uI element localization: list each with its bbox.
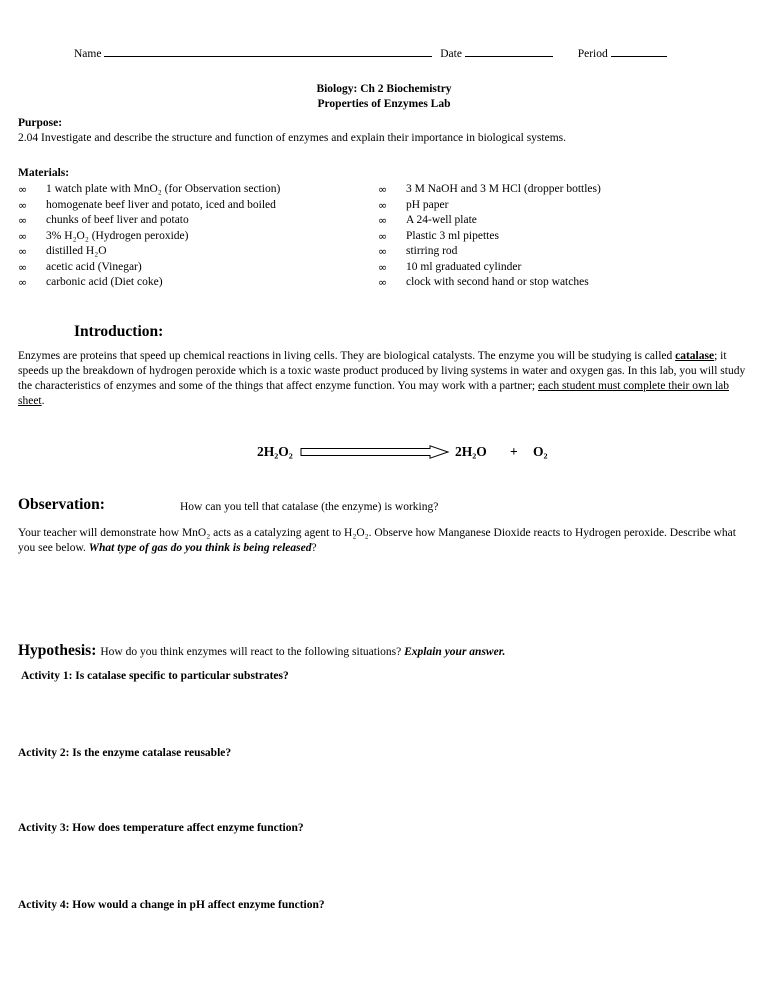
equation-product-oxygen: O₂ [533,444,548,459]
materials-item-text: 1 watch plate with MnO₂ (for Observation section) [46,183,281,195]
materials-item-text: stirring rod [406,245,458,257]
bullet-icon: ∞ [18,276,28,289]
equation-reactant: 2H₂O₂ [257,444,293,459]
bullet-icon: ∞ [18,229,28,243]
equation-plus: + [510,444,518,459]
intro-text-part-1: Enzymes are proteins that speed up chemical reactions in living cells. They are biological catalysts. The enzyme you will be studying is called [18,350,676,362]
materials-item [18,182,280,198]
purpose-text: 2.04 Investigate and describe the structure and function of enzymes and explain their importance in biological systems. [18,132,567,144]
hypothesis-header [18,642,505,660]
introduction-text [18,349,753,409]
materials-item [18,229,280,245]
materials-item [378,213,601,229]
hypothesis-title: Hypothesis: [18,642,97,659]
materials-list-left [18,182,280,291]
introduction-title: Introduction: [74,323,164,340]
bullet-icon: ∞ [18,260,28,274]
materials-item-text: Plastic 3 ml pipettes [406,229,499,242]
reaction-arrow-icon [300,445,450,459]
materials-item [18,275,280,291]
materials-list-right [378,182,601,291]
activity-2-question: Activity 2: Is the enzyme catalase reusable? [18,747,232,759]
materials-item [18,260,280,276]
date-blank[interactable] [465,44,553,57]
bullet-icon: ∞ [18,183,28,196]
materials-item [18,244,280,260]
catalase-term: catalase [675,350,715,362]
bullet-icon: ∞ [378,214,388,227]
observation-text-part-1: Your teacher will demonstrate how MnO₂ acts as a catalyzing agent to H₂O₂. Observe how Manganese Dioxide reacts to Hydrogen peroxide. Describe what you see below. [18,527,736,554]
materials-item [378,275,601,291]
title-line-2: Properties of Enzymes Lab [317,98,451,110]
bullet-icon: ∞ [18,198,28,212]
materials-item [378,260,601,276]
purpose-section [18,116,758,146]
materials-item-text: A 24-well plate [406,214,477,226]
materials-item-text: 3 M NaOH and 3 M HCl (dropper bottles) [406,183,601,195]
purpose-label: Purpose: [18,117,63,129]
observation-text [18,526,753,556]
bullet-icon: ∞ [378,198,388,212]
materials-item-text: 3% H₂O₂ (Hydrogen peroxide) [46,229,189,242]
intro-text-part-2: ; it speeds up the breakdown of hydrogen peroxide which is a toxic waste product produced by living systems in water and oxygen gas. In this lab, you will study the characteristics of enzymes and some of the things that affect enzyme function. You may work with a partner; [18,350,746,392]
materials-item-text: homogenate beef liver and potato, iced and boiled [46,198,276,211]
materials-item-text: chunks of beef liver and potato [46,214,189,226]
materials-item [18,213,280,229]
materials-item-text: 10 ml graduated cylinder [406,260,522,273]
materials-item-text: pH paper [406,198,449,211]
materials-item-text: clock with second hand or stop watches [406,276,589,288]
period-blank[interactable] [611,44,667,57]
bullet-icon: ∞ [378,229,388,243]
name-blank[interactable] [104,44,432,57]
bullet-icon: ∞ [378,245,388,258]
materials-item-text: acetic acid (Vinegar) [46,260,142,273]
materials-item-text: carbonic acid (Diet coke) [46,276,163,288]
bullet-icon: ∞ [18,245,28,258]
hypothesis-question: How do you think enzymes will react to the following situations? [100,646,405,658]
materials-item-text: distilled H₂O [46,245,107,257]
bullet-icon: ∞ [378,276,388,289]
equation-product-water: 2H₂O [455,444,487,459]
observation-question: How can you tell that catalase (the enzyme) is working? [180,501,439,513]
bullet-icon: ∞ [378,260,388,274]
materials-item [378,244,601,260]
activity-4-question: Activity 4: How would a change in pH affect enzyme function? [18,899,325,911]
intro-text-part-3: . [41,395,45,407]
header-row [74,44,667,62]
observation-text-part-2: ? [311,542,317,554]
bullet-icon: ∞ [18,214,28,227]
reaction-equation [0,444,768,464]
observation-title: Observation: [18,496,105,513]
materials-item [378,182,601,198]
name-label: Name [74,48,102,60]
period-label: Period [577,48,608,60]
date-label: Date [440,48,462,60]
materials-item [18,198,280,214]
title-line-1: Biology: Ch 2 Biochemistry [316,83,452,95]
activity-3-question: Activity 3: How does temperature affect enzyme function? [18,822,304,834]
intro-underlined-note: each student must complete their own lab sheet [18,380,729,407]
activity-1-question: Activity 1: Is catalase specific to particular substrates? [21,670,289,682]
observation-gas-question: What type of gas do you think is being released [88,542,312,554]
page-title [0,82,768,112]
hypothesis-explain: Explain your answer. [404,646,506,658]
materials-item [378,198,601,214]
bullet-icon: ∞ [378,183,388,196]
materials-label: Materials: [18,167,70,179]
materials-item [378,229,601,245]
